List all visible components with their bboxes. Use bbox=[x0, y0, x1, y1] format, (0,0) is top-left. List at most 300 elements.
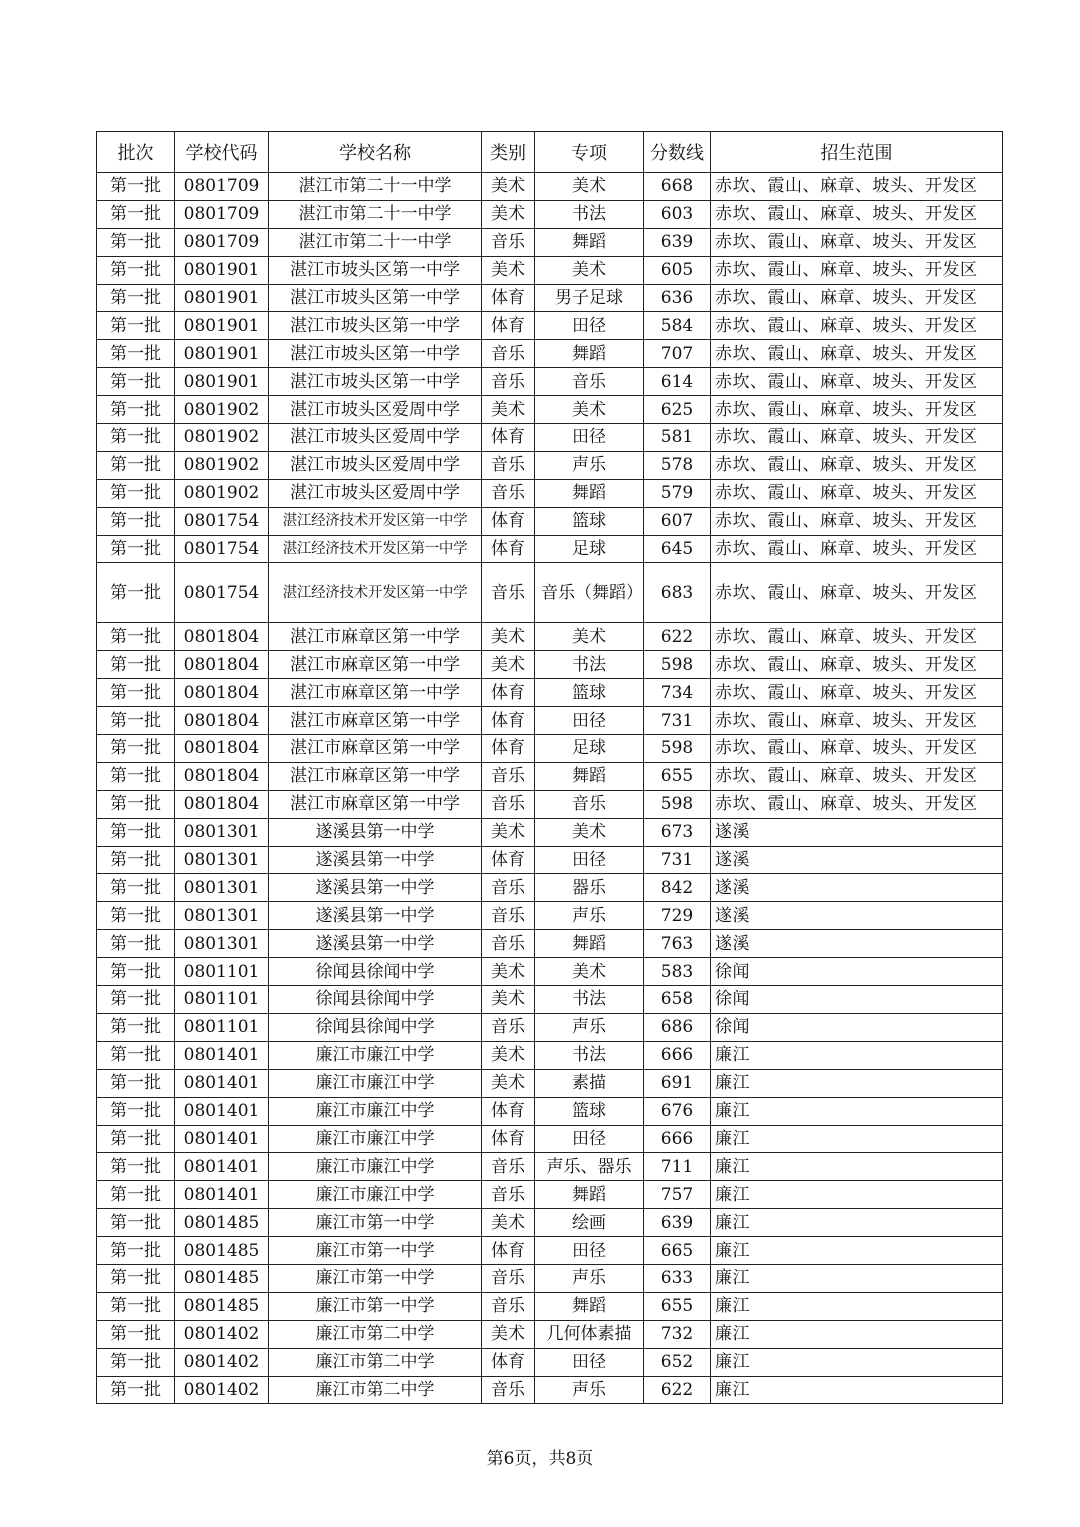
category-cell: 体育 bbox=[482, 507, 535, 535]
school-name-cell: 湛江市坡头区第一中学 bbox=[269, 256, 482, 284]
scope-cell: 赤坎、霞山、麻章、坡头、开发区 bbox=[711, 396, 1003, 424]
school-code-cell: 0801804 bbox=[175, 762, 269, 790]
scope-cell: 赤坎、霞山、麻章、坡头、开发区 bbox=[711, 424, 1003, 452]
scope-cell: 廉江 bbox=[711, 1097, 1003, 1125]
batch-cell: 第一批 bbox=[97, 1348, 175, 1376]
school-code-cell: 0801301 bbox=[175, 930, 269, 958]
scope-cell: 廉江 bbox=[711, 1209, 1003, 1237]
specialty-cell: 篮球 bbox=[535, 507, 644, 535]
school-code-cell: 0801709 bbox=[175, 200, 269, 228]
header-school-code: 学校代码 bbox=[175, 132, 269, 173]
scope-cell: 赤坎、霞山、麻章、坡头、开发区 bbox=[711, 651, 1003, 679]
score-cell: 668 bbox=[644, 173, 711, 201]
specialty-cell: 绘画 bbox=[535, 1209, 644, 1237]
score-cell: 734 bbox=[644, 679, 711, 707]
category-cell: 音乐 bbox=[482, 874, 535, 902]
table-row bbox=[97, 818, 1003, 846]
table-row bbox=[97, 1348, 1003, 1376]
table-row bbox=[97, 930, 1003, 958]
header-enrollment-scope: 招生范围 bbox=[711, 132, 1003, 173]
score-cell: 683 bbox=[644, 563, 711, 623]
scope-cell: 赤坎、霞山、麻章、坡头、开发区 bbox=[711, 762, 1003, 790]
batch-cell: 第一批 bbox=[97, 762, 175, 790]
batch-cell: 第一批 bbox=[97, 1153, 175, 1181]
specialty-cell: 舞蹈 bbox=[535, 228, 644, 256]
score-cell: 731 bbox=[644, 707, 711, 735]
school-name-cell: 湛江市麻章区第一中学 bbox=[269, 651, 482, 679]
specialty-cell: 美术 bbox=[535, 623, 644, 651]
table-row bbox=[97, 563, 1003, 623]
batch-cell: 第一批 bbox=[97, 1320, 175, 1348]
header-batch: 批次 bbox=[97, 132, 175, 173]
school-name-cell: 廉江市廉江中学 bbox=[269, 1097, 482, 1125]
score-cell: 676 bbox=[644, 1097, 711, 1125]
score-cell: 639 bbox=[644, 1209, 711, 1237]
batch-cell: 第一批 bbox=[97, 1041, 175, 1069]
batch-cell: 第一批 bbox=[97, 958, 175, 986]
batch-cell: 第一批 bbox=[97, 256, 175, 284]
specialty-cell: 素描 bbox=[535, 1069, 644, 1097]
category-cell: 美术 bbox=[482, 1320, 535, 1348]
table-row bbox=[97, 790, 1003, 818]
table-row bbox=[97, 846, 1003, 874]
table-row bbox=[97, 874, 1003, 902]
score-cell: 707 bbox=[644, 340, 711, 368]
score-cell: 658 bbox=[644, 986, 711, 1014]
specialty-cell: 篮球 bbox=[535, 1097, 644, 1125]
table-row bbox=[97, 1209, 1003, 1237]
score-cell: 757 bbox=[644, 1181, 711, 1209]
category-cell: 音乐 bbox=[482, 1181, 535, 1209]
score-cell: 763 bbox=[644, 930, 711, 958]
specialty-cell: 音乐（舞蹈） bbox=[535, 563, 644, 623]
category-cell: 体育 bbox=[482, 424, 535, 452]
school-name-cell: 湛江市坡头区爱周中学 bbox=[269, 424, 482, 452]
score-cell: 652 bbox=[644, 1348, 711, 1376]
school-code-cell: 0801301 bbox=[175, 846, 269, 874]
school-name-cell: 廉江市第二中学 bbox=[269, 1376, 482, 1404]
school-code-cell: 0801804 bbox=[175, 707, 269, 735]
school-code-cell: 0801402 bbox=[175, 1376, 269, 1404]
scope-cell: 廉江 bbox=[711, 1125, 1003, 1153]
score-cell: 633 bbox=[644, 1264, 711, 1292]
admission-score-table bbox=[96, 131, 1003, 1404]
specialty-cell: 几何体素描 bbox=[535, 1320, 644, 1348]
batch-cell: 第一批 bbox=[97, 818, 175, 846]
school-name-cell: 湛江市坡头区爱周中学 bbox=[269, 479, 482, 507]
specialty-cell: 田径 bbox=[535, 312, 644, 340]
table-row bbox=[97, 1181, 1003, 1209]
table-row bbox=[97, 340, 1003, 368]
specialty-cell: 声乐 bbox=[535, 1264, 644, 1292]
school-name-cell: 湛江经济技术开发区第一中学 bbox=[269, 507, 482, 535]
score-cell: 666 bbox=[644, 1125, 711, 1153]
school-name-cell: 湛江市坡头区第一中学 bbox=[269, 284, 482, 312]
page-number: 第6页，共8页 bbox=[486, 1449, 594, 1469]
school-name-cell: 湛江市麻章区第一中学 bbox=[269, 735, 482, 763]
scope-cell: 徐闻 bbox=[711, 1013, 1003, 1041]
table-row bbox=[97, 902, 1003, 930]
score-cell: 607 bbox=[644, 507, 711, 535]
batch-cell: 第一批 bbox=[97, 563, 175, 623]
table-body bbox=[97, 173, 1003, 1404]
school-code-cell: 0801401 bbox=[175, 1153, 269, 1181]
category-cell: 美术 bbox=[482, 1041, 535, 1069]
school-code-cell: 0801485 bbox=[175, 1237, 269, 1265]
category-cell: 体育 bbox=[482, 707, 535, 735]
scope-cell: 赤坎、霞山、麻章、坡头、开发区 bbox=[711, 228, 1003, 256]
score-cell: 665 bbox=[644, 1237, 711, 1265]
scope-cell: 廉江 bbox=[711, 1237, 1003, 1265]
school-name-cell: 廉江市第一中学 bbox=[269, 1237, 482, 1265]
school-name-cell: 廉江市廉江中学 bbox=[269, 1153, 482, 1181]
score-cell: 666 bbox=[644, 1041, 711, 1069]
school-code-cell: 0801754 bbox=[175, 563, 269, 623]
school-code-cell: 0801754 bbox=[175, 535, 269, 563]
school-name-cell: 湛江市麻章区第一中学 bbox=[269, 790, 482, 818]
batch-cell: 第一批 bbox=[97, 874, 175, 902]
batch-cell: 第一批 bbox=[97, 846, 175, 874]
specialty-cell: 书法 bbox=[535, 1041, 644, 1069]
category-cell: 美术 bbox=[482, 651, 535, 679]
category-cell: 体育 bbox=[482, 312, 535, 340]
category-cell: 体育 bbox=[482, 846, 535, 874]
school-code-cell: 0801901 bbox=[175, 340, 269, 368]
category-cell: 美术 bbox=[482, 256, 535, 284]
score-cell: 603 bbox=[644, 200, 711, 228]
table-row bbox=[97, 1237, 1003, 1265]
specialty-cell: 舞蹈 bbox=[535, 762, 644, 790]
scope-cell: 遂溪 bbox=[711, 874, 1003, 902]
category-cell: 美术 bbox=[482, 396, 535, 424]
category-cell: 音乐 bbox=[482, 1264, 535, 1292]
category-cell: 体育 bbox=[482, 679, 535, 707]
school-code-cell: 0801902 bbox=[175, 479, 269, 507]
table-row bbox=[97, 1125, 1003, 1153]
school-code-cell: 0801901 bbox=[175, 256, 269, 284]
school-name-cell: 湛江市坡头区爱周中学 bbox=[269, 451, 482, 479]
school-name-cell: 湛江经济技术开发区第一中学 bbox=[269, 535, 482, 563]
school-name-cell: 廉江市廉江中学 bbox=[269, 1069, 482, 1097]
scope-cell: 赤坎、霞山、麻章、坡头、开发区 bbox=[711, 623, 1003, 651]
table-row bbox=[97, 256, 1003, 284]
scope-cell: 遂溪 bbox=[711, 846, 1003, 874]
batch-cell: 第一批 bbox=[97, 902, 175, 930]
score-cell: 732 bbox=[644, 1320, 711, 1348]
school-code-cell: 0801485 bbox=[175, 1209, 269, 1237]
score-cell: 581 bbox=[644, 424, 711, 452]
header-score-line: 分数线 bbox=[644, 132, 711, 173]
score-cell: 614 bbox=[644, 368, 711, 396]
table-row bbox=[97, 1292, 1003, 1320]
school-name-cell: 遂溪县第一中学 bbox=[269, 818, 482, 846]
batch-cell: 第一批 bbox=[97, 424, 175, 452]
school-name-cell: 湛江市麻章区第一中学 bbox=[269, 707, 482, 735]
category-cell: 音乐 bbox=[482, 1153, 535, 1181]
category-cell: 美术 bbox=[482, 958, 535, 986]
scope-cell: 廉江 bbox=[711, 1348, 1003, 1376]
batch-cell: 第一批 bbox=[97, 451, 175, 479]
school-code-cell: 0801485 bbox=[175, 1264, 269, 1292]
table-row bbox=[97, 1069, 1003, 1097]
table-row bbox=[97, 623, 1003, 651]
category-cell: 体育 bbox=[482, 735, 535, 763]
category-cell: 音乐 bbox=[482, 368, 535, 396]
batch-cell: 第一批 bbox=[97, 1264, 175, 1292]
table-row bbox=[97, 762, 1003, 790]
school-code-cell: 0801804 bbox=[175, 623, 269, 651]
table-row bbox=[97, 707, 1003, 735]
scope-cell: 赤坎、霞山、麻章、坡头、开发区 bbox=[711, 563, 1003, 623]
school-name-cell: 廉江市廉江中学 bbox=[269, 1181, 482, 1209]
score-cell: 579 bbox=[644, 479, 711, 507]
specialty-cell: 舞蹈 bbox=[535, 1181, 644, 1209]
school-code-cell: 0801485 bbox=[175, 1292, 269, 1320]
specialty-cell: 舞蹈 bbox=[535, 930, 644, 958]
specialty-cell: 篮球 bbox=[535, 679, 644, 707]
score-cell: 711 bbox=[644, 1153, 711, 1181]
score-cell: 639 bbox=[644, 228, 711, 256]
batch-cell: 第一批 bbox=[97, 340, 175, 368]
school-code-cell: 0801804 bbox=[175, 679, 269, 707]
school-name-cell: 徐闻县徐闻中学 bbox=[269, 1013, 482, 1041]
category-cell: 音乐 bbox=[482, 228, 535, 256]
category-cell: 音乐 bbox=[482, 563, 535, 623]
category-cell: 音乐 bbox=[482, 1292, 535, 1320]
score-cell: 622 bbox=[644, 1376, 711, 1404]
category-cell: 音乐 bbox=[482, 1013, 535, 1041]
batch-cell: 第一批 bbox=[97, 986, 175, 1014]
scope-cell: 赤坎、霞山、麻章、坡头、开发区 bbox=[711, 256, 1003, 284]
batch-cell: 第一批 bbox=[97, 1013, 175, 1041]
school-name-cell: 湛江市坡头区第一中学 bbox=[269, 340, 482, 368]
category-cell: 音乐 bbox=[482, 479, 535, 507]
header-specialty: 专项 bbox=[535, 132, 644, 173]
batch-cell: 第一批 bbox=[97, 284, 175, 312]
scope-cell: 遂溪 bbox=[711, 818, 1003, 846]
table-row bbox=[97, 651, 1003, 679]
specialty-cell: 声乐、器乐 bbox=[535, 1153, 644, 1181]
table-row bbox=[97, 1153, 1003, 1181]
score-cell: 636 bbox=[644, 284, 711, 312]
school-name-cell: 徐闻县徐闻中学 bbox=[269, 958, 482, 986]
school-code-cell: 0801709 bbox=[175, 173, 269, 201]
school-name-cell: 遂溪县第一中学 bbox=[269, 902, 482, 930]
scope-cell: 赤坎、霞山、麻章、坡头、开发区 bbox=[711, 368, 1003, 396]
specialty-cell: 音乐 bbox=[535, 368, 644, 396]
school-name-cell: 遂溪县第一中学 bbox=[269, 846, 482, 874]
scope-cell: 徐闻 bbox=[711, 986, 1003, 1014]
table-row bbox=[97, 1376, 1003, 1404]
category-cell: 美术 bbox=[482, 623, 535, 651]
score-cell: 598 bbox=[644, 790, 711, 818]
specialty-cell: 书法 bbox=[535, 986, 644, 1014]
category-cell: 美术 bbox=[482, 200, 535, 228]
school-code-cell: 0801101 bbox=[175, 1013, 269, 1041]
school-code-cell: 0801401 bbox=[175, 1097, 269, 1125]
batch-cell: 第一批 bbox=[97, 930, 175, 958]
school-name-cell: 廉江市廉江中学 bbox=[269, 1041, 482, 1069]
school-code-cell: 0801402 bbox=[175, 1348, 269, 1376]
specialty-cell: 声乐 bbox=[535, 451, 644, 479]
specialty-cell: 音乐 bbox=[535, 790, 644, 818]
category-cell: 体育 bbox=[482, 1348, 535, 1376]
table-row bbox=[97, 284, 1003, 312]
category-cell: 美术 bbox=[482, 1209, 535, 1237]
school-code-cell: 0801401 bbox=[175, 1125, 269, 1153]
score-cell: 605 bbox=[644, 256, 711, 284]
specialty-cell: 田径 bbox=[535, 707, 644, 735]
batch-cell: 第一批 bbox=[97, 173, 175, 201]
score-cell: 645 bbox=[644, 535, 711, 563]
school-name-cell: 湛江市坡头区第一中学 bbox=[269, 368, 482, 396]
specialty-cell: 声乐 bbox=[535, 902, 644, 930]
batch-cell: 第一批 bbox=[97, 679, 175, 707]
batch-cell: 第一批 bbox=[97, 1097, 175, 1125]
school-name-cell: 湛江经济技术开发区第一中学 bbox=[269, 563, 482, 623]
scope-cell: 赤坎、霞山、麻章、坡头、开发区 bbox=[711, 535, 1003, 563]
specialty-cell: 田径 bbox=[535, 424, 644, 452]
table-row bbox=[97, 479, 1003, 507]
scope-cell: 廉江 bbox=[711, 1376, 1003, 1404]
table-header-row bbox=[97, 132, 1003, 173]
scope-cell: 廉江 bbox=[711, 1320, 1003, 1348]
school-name-cell: 湛江市麻章区第一中学 bbox=[269, 679, 482, 707]
specialty-cell: 美术 bbox=[535, 173, 644, 201]
school-name-cell: 廉江市第二中学 bbox=[269, 1320, 482, 1348]
batch-cell: 第一批 bbox=[97, 200, 175, 228]
specialty-cell: 美术 bbox=[535, 396, 644, 424]
batch-cell: 第一批 bbox=[97, 1237, 175, 1265]
school-code-cell: 0801101 bbox=[175, 958, 269, 986]
school-code-cell: 0801901 bbox=[175, 368, 269, 396]
school-code-cell: 0801901 bbox=[175, 284, 269, 312]
category-cell: 美术 bbox=[482, 986, 535, 1014]
school-code-cell: 0801902 bbox=[175, 451, 269, 479]
specialty-cell: 田径 bbox=[535, 1125, 644, 1153]
school-name-cell: 湛江市坡头区爱周中学 bbox=[269, 396, 482, 424]
category-cell: 音乐 bbox=[482, 902, 535, 930]
school-code-cell: 0801101 bbox=[175, 986, 269, 1014]
scope-cell: 赤坎、霞山、麻章、坡头、开发区 bbox=[711, 284, 1003, 312]
table-row bbox=[97, 173, 1003, 201]
table-row bbox=[97, 200, 1003, 228]
scope-cell: 赤坎、霞山、麻章、坡头、开发区 bbox=[711, 479, 1003, 507]
category-cell: 美术 bbox=[482, 173, 535, 201]
batch-cell: 第一批 bbox=[97, 228, 175, 256]
category-cell: 体育 bbox=[482, 1125, 535, 1153]
table-row bbox=[97, 958, 1003, 986]
table-row bbox=[97, 535, 1003, 563]
table-row bbox=[97, 1097, 1003, 1125]
school-code-cell: 0801901 bbox=[175, 312, 269, 340]
batch-cell: 第一批 bbox=[97, 1376, 175, 1404]
category-cell: 音乐 bbox=[482, 451, 535, 479]
batch-cell: 第一批 bbox=[97, 312, 175, 340]
score-cell: 578 bbox=[644, 451, 711, 479]
scope-cell: 遂溪 bbox=[711, 902, 1003, 930]
category-cell: 体育 bbox=[482, 1097, 535, 1125]
school-code-cell: 0801804 bbox=[175, 735, 269, 763]
score-cell: 686 bbox=[644, 1013, 711, 1041]
specialty-cell: 美术 bbox=[535, 256, 644, 284]
batch-cell: 第一批 bbox=[97, 479, 175, 507]
category-cell: 音乐 bbox=[482, 790, 535, 818]
category-cell: 音乐 bbox=[482, 340, 535, 368]
school-name-cell: 廉江市廉江中学 bbox=[269, 1125, 482, 1153]
score-cell: 673 bbox=[644, 818, 711, 846]
specialty-cell: 声乐 bbox=[535, 1376, 644, 1404]
specialty-cell: 田径 bbox=[535, 1237, 644, 1265]
table-row bbox=[97, 735, 1003, 763]
score-cell: 731 bbox=[644, 846, 711, 874]
school-name-cell: 廉江市第一中学 bbox=[269, 1292, 482, 1320]
school-name-cell: 廉江市第一中学 bbox=[269, 1264, 482, 1292]
specialty-cell: 田径 bbox=[535, 1348, 644, 1376]
category-cell: 体育 bbox=[482, 284, 535, 312]
school-code-cell: 0801301 bbox=[175, 818, 269, 846]
specialty-cell: 舞蹈 bbox=[535, 1292, 644, 1320]
school-name-cell: 遂溪县第一中学 bbox=[269, 874, 482, 902]
scope-cell: 赤坎、霞山、麻章、坡头、开发区 bbox=[711, 790, 1003, 818]
table-row bbox=[97, 1013, 1003, 1041]
school-code-cell: 0801902 bbox=[175, 396, 269, 424]
scope-cell: 廉江 bbox=[711, 1069, 1003, 1097]
specialty-cell: 田径 bbox=[535, 846, 644, 874]
category-cell: 美术 bbox=[482, 818, 535, 846]
table-row bbox=[97, 424, 1003, 452]
scope-cell: 赤坎、霞山、麻章、坡头、开发区 bbox=[711, 679, 1003, 707]
specialty-cell: 男子足球 bbox=[535, 284, 644, 312]
table-row bbox=[97, 228, 1003, 256]
scope-cell: 廉江 bbox=[711, 1041, 1003, 1069]
specialty-cell: 器乐 bbox=[535, 874, 644, 902]
score-cell: 691 bbox=[644, 1069, 711, 1097]
table-row bbox=[97, 1264, 1003, 1292]
school-code-cell: 0801402 bbox=[175, 1320, 269, 1348]
school-code-cell: 0801401 bbox=[175, 1181, 269, 1209]
score-cell: 842 bbox=[644, 874, 711, 902]
scope-cell: 赤坎、霞山、麻章、坡头、开发区 bbox=[711, 200, 1003, 228]
batch-cell: 第一批 bbox=[97, 507, 175, 535]
scope-cell: 赤坎、霞山、麻章、坡头、开发区 bbox=[711, 707, 1003, 735]
batch-cell: 第一批 bbox=[97, 535, 175, 563]
school-code-cell: 0801401 bbox=[175, 1069, 269, 1097]
specialty-cell: 书法 bbox=[535, 200, 644, 228]
category-cell: 音乐 bbox=[482, 762, 535, 790]
category-cell: 体育 bbox=[482, 1237, 535, 1265]
scope-cell: 廉江 bbox=[711, 1153, 1003, 1181]
school-name-cell: 遂溪县第一中学 bbox=[269, 930, 482, 958]
specialty-cell: 书法 bbox=[535, 651, 644, 679]
scope-cell: 遂溪 bbox=[711, 930, 1003, 958]
table-row bbox=[97, 1041, 1003, 1069]
score-cell: 622 bbox=[644, 623, 711, 651]
table-row bbox=[97, 312, 1003, 340]
specialty-cell: 美术 bbox=[535, 958, 644, 986]
specialty-cell: 美术 bbox=[535, 818, 644, 846]
school-code-cell: 0801301 bbox=[175, 874, 269, 902]
table-row bbox=[97, 507, 1003, 535]
batch-cell: 第一批 bbox=[97, 396, 175, 424]
school-name-cell: 湛江市麻章区第一中学 bbox=[269, 623, 482, 651]
table-row bbox=[97, 1320, 1003, 1348]
school-code-cell: 0801804 bbox=[175, 651, 269, 679]
score-cell: 655 bbox=[644, 1292, 711, 1320]
table-row bbox=[97, 986, 1003, 1014]
school-code-cell: 0801804 bbox=[175, 790, 269, 818]
scope-cell: 赤坎、霞山、麻章、坡头、开发区 bbox=[711, 507, 1003, 535]
